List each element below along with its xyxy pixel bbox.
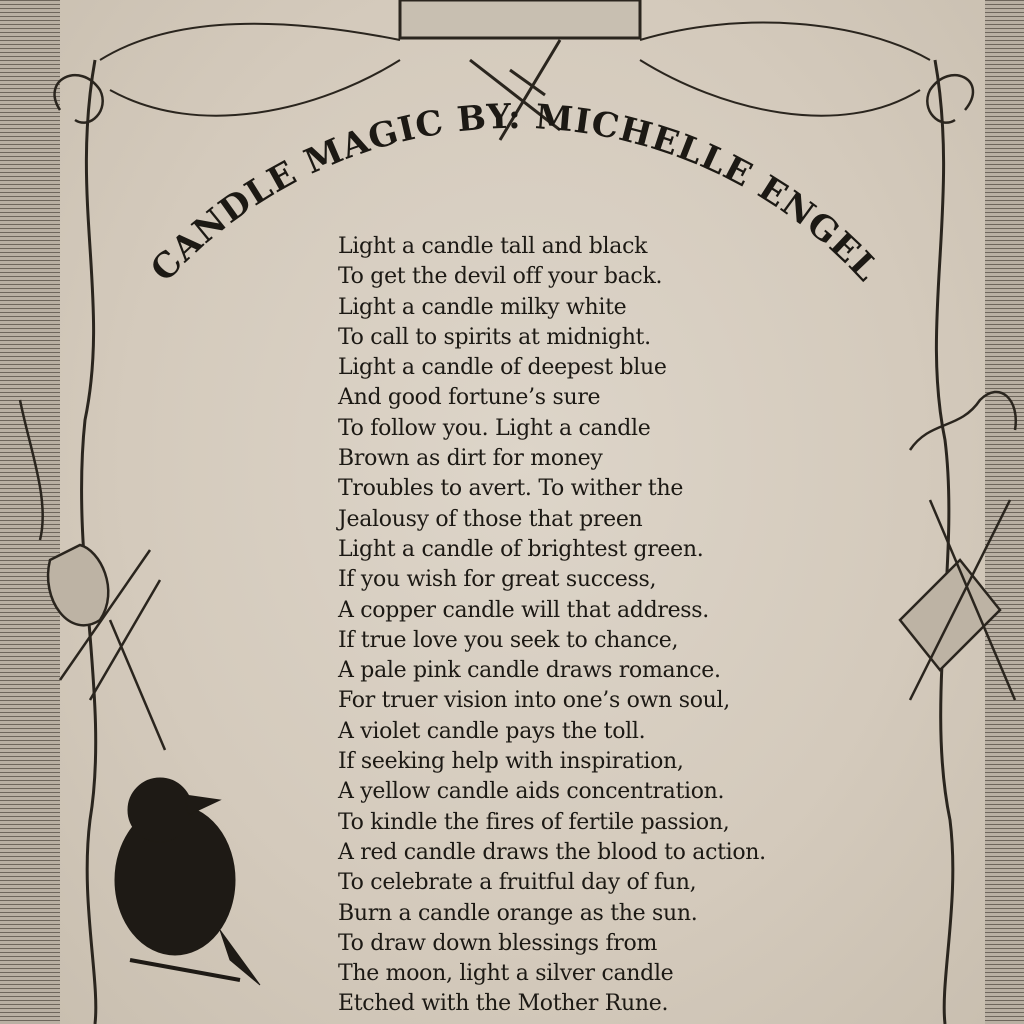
poem-title: CANDLE MAGIC BY: MICHELLE ENGEL — [143, 96, 887, 290]
poem-line: To kindle the fires of fertile passion, — [338, 809, 730, 835]
poem-line: For truer vision into one’s own soul, — [338, 688, 730, 714]
poem-line: Light a candle of brightest green. — [338, 536, 704, 562]
poem-line: And good fortune’s sure — [338, 385, 601, 411]
poem-line: Light a candle of deepest blue — [338, 355, 667, 381]
poem-line: The moon, light a silver candle — [338, 961, 674, 987]
poem-line: To draw down blessings from — [338, 930, 658, 956]
poem-line: To follow you. Light a candle — [338, 415, 651, 441]
poem-line: A copper candle will that address. — [338, 597, 709, 623]
poem-line: Brown as dirt for money — [338, 446, 603, 472]
poem-line: Jealousy of those that preen — [338, 506, 643, 532]
poem-line: To celebrate a fruitful day of fun, — [338, 870, 697, 896]
poem-line: Troubles to avert. To wither the — [338, 476, 684, 502]
poem-line: A red candle draws the blood to action. — [338, 839, 766, 865]
poem-line: A pale pink candle draws romance. — [338, 658, 721, 684]
poem-line: A yellow candle aids concentration. — [338, 779, 725, 805]
poem-line: Light a candle tall and black — [338, 234, 648, 259]
poem-line: A violet candle pays the toll. — [338, 718, 646, 744]
poem-line: If you wish for great success, — [338, 567, 657, 593]
poem-line: If seeking help with inspiration, — [338, 749, 684, 775]
poem-line: Etched with the Mother Rune. — [338, 991, 669, 1017]
poem-line: Light a candle milky white — [338, 294, 627, 320]
poem-body — [338, 232, 766, 1020]
poem-line: If true love you seek to chance, — [338, 627, 679, 653]
poem-line: Burn a candle orange as the sun. — [338, 900, 698, 926]
poem-line: To call to spirits at midnight. — [338, 324, 651, 350]
poem-line: To get the devil off your back. — [338, 264, 663, 290]
